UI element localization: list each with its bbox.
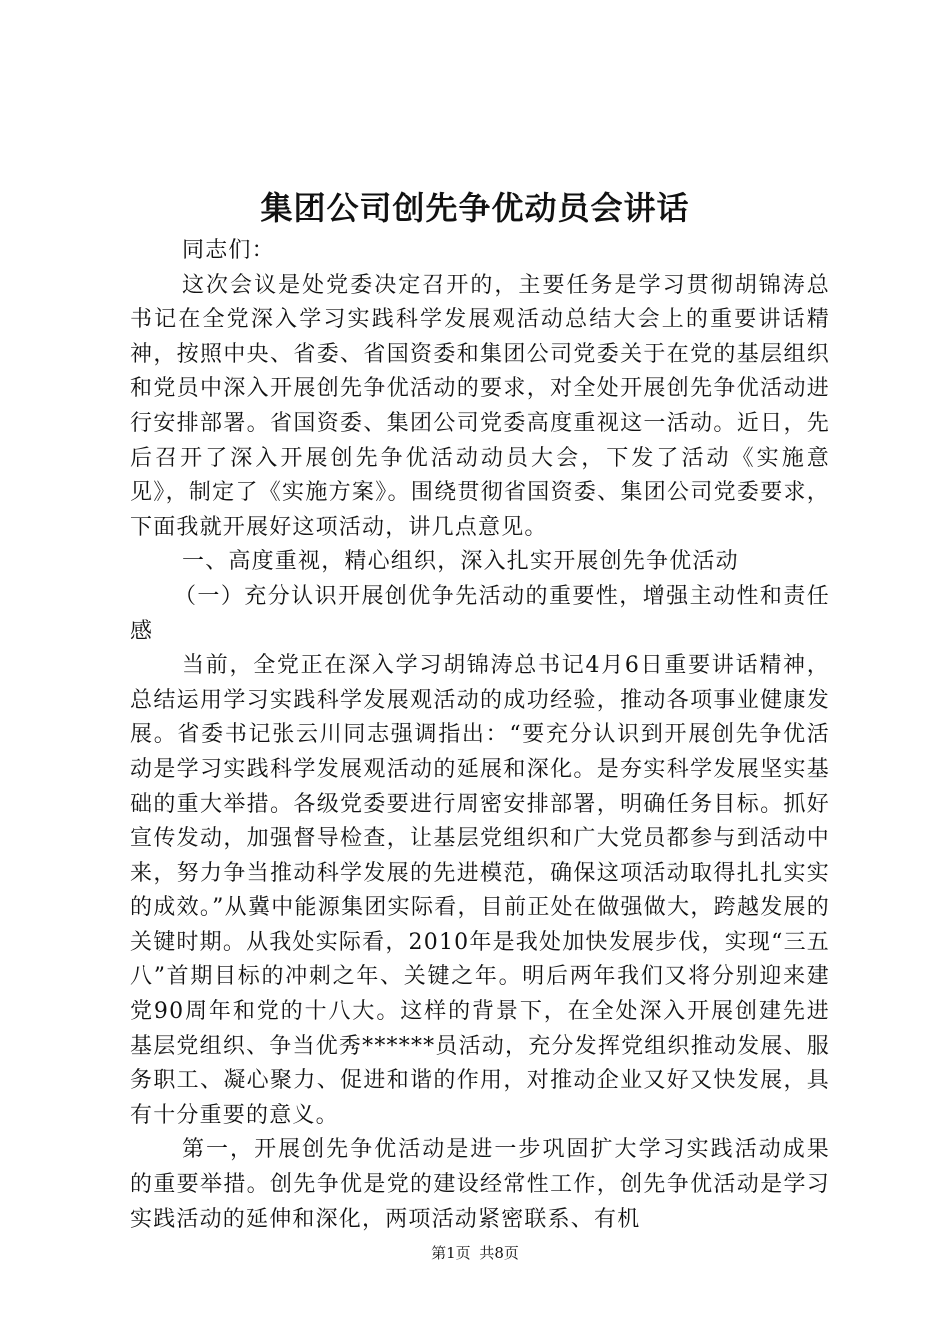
page-total: 共8页 <box>479 1244 519 1262</box>
salutation-paragraph: 同志们： <box>182 238 275 263</box>
document-body <box>130 234 830 1237</box>
body-paragraph: 当前，全党正在深入学习胡锦涛总书记4月6日重要讲话精神，总结运用学习实践科学发展观活动的成功经验，推动各项事业健康发展。省委书记张云川同志强调指出：“要充分认识到开展创先争优活动是学习实践科学发展观活动的延展和深化。是夯实科学发展坚实基础的重大举措。各级党委要进行周密安排部署，明确任务目标。抓好宣传发动，加强督导检查，让基层党组织和广大党员都参与到活动中来，努力争当推动科学发展的先进模范，确保这项活动取得扎扎实实的成效。”从冀中能源集团实际看，目前正处在做强做大，跨越发展的关键时期。从我处实际看，2010年是我处加快发展步伐，实现“三五八”首期目标的冲刺之年、关键之年。明后两年我们又将分别迎来建党90周年和党的十八大。这样的背景下，在全处深入开展创建先进基层党组织、争当优秀******员活动，充分发挥党组织推动发展、服务职工、凝心聚力、促进和谐的作用，对推动企业又好又快发展，具有十分重要的意义。 <box>130 653 830 1128</box>
body-paragraph: 第一，开展创先争优活动是进一步巩固扩大学习实践活动成果的重要举措。创先争优是党的建设经常性工作，创先争优活动是学习实践活动的延伸和深化，两项活动紧密联系、有机 <box>130 1137 830 1232</box>
subsection-heading: （一）充分认识开展创优争先活动的重要性，增强主动性和责任感 <box>130 583 830 644</box>
body-paragraph: 这次会议是处党委决定召开的，主要任务是学习贯彻胡锦涛总书记在全党深入学习实践科学发展观活动总结大会上的重要讲话精神，按照中央、省委、省国资委和集团公司党委关于在党的基层组织和党员中深入开展创先争优活动的要求，对全处开展创先争优活动进行安排部署。省国资委、集团公司党委高度重视这一活动。近日，先后召开了深入开展创先争优活动动员大会，下发了活动《实施意见》，制定了《实施方案》。围绕贯彻省国资委、集团公司党委要求，下面我就开展好这项活动，讲几点意见。 <box>130 272 830 540</box>
page-number: 第1页 <box>431 1244 471 1262</box>
document-title: 集团公司创先争优动员会讲话 <box>260 189 690 227</box>
section-heading: 一、高度重视，精心组织，深入扎实开展创先争优活动 <box>182 549 739 575</box>
page-footer <box>0 1243 950 1263</box>
